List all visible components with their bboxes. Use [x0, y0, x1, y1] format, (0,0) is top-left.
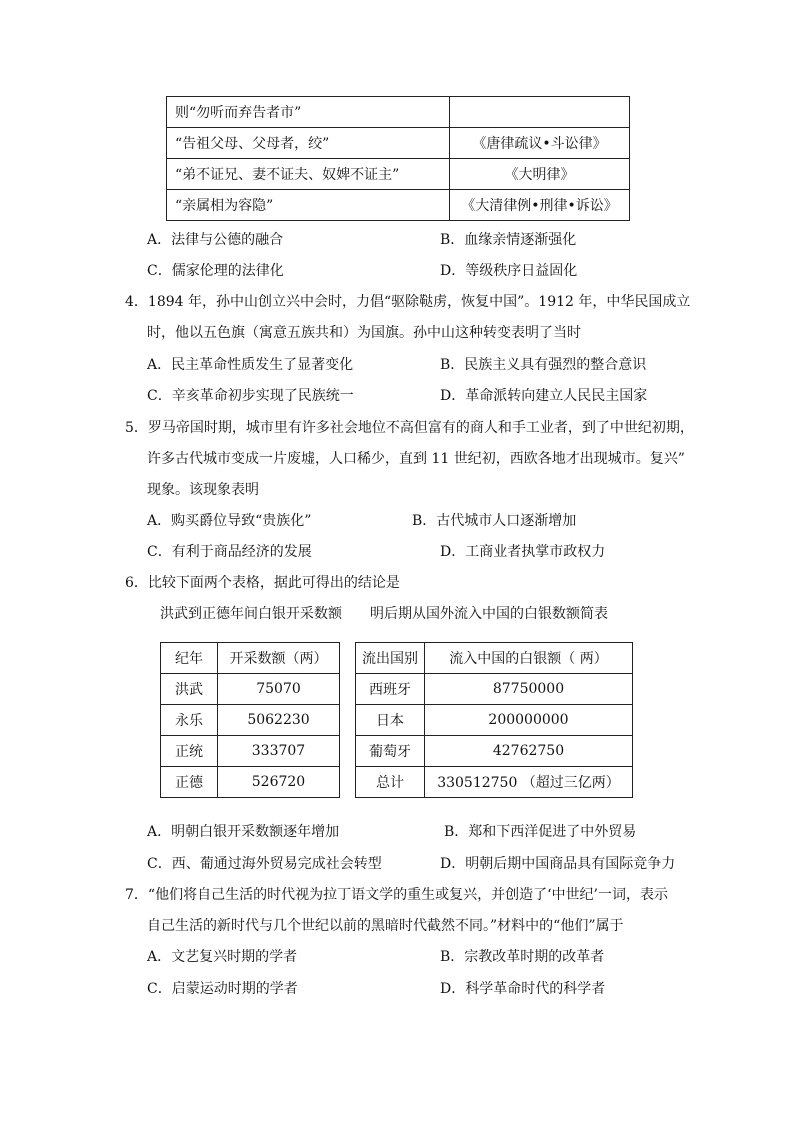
table-cell: 330512750 （超过三亿两） — [425, 767, 633, 798]
table-cell: 333707 — [218, 736, 340, 767]
law-text-cell: “亲属相为容隐” — [167, 190, 450, 221]
law-source-cell: 《大清律例•刑律•诉讼》 — [450, 190, 630, 221]
q4-option-b: B．民族主义具有强烈的整合意识 — [440, 357, 647, 373]
q4-stem-line2: 时，他以五色旗（寓意五族共和）为国旗。孙中山这种转变表明了当时 — [147, 325, 581, 341]
table-row — [356, 736, 633, 767]
table-header-row — [161, 643, 340, 674]
law-source-cell: 《大明律》 — [450, 159, 630, 190]
table-cell: 永乐 — [161, 705, 218, 736]
q5-option-a: A．购买爵位导致“贵族化” — [147, 513, 312, 529]
q5-stem-line2: 许多古代城市变成一片废墟，人口稀少，直到 11 世纪初，西欧各地才出现城市。复兴” — [147, 451, 685, 467]
law-source-cell: 《唐律疏议•斗讼律》 — [450, 128, 630, 159]
table-cell: 洪武 — [161, 674, 218, 705]
column-header: 纪年 — [161, 643, 218, 674]
q3-option-a: A．法律与公德的融合 — [147, 232, 284, 248]
table-cell: 42762750 — [425, 736, 633, 767]
table-row — [356, 705, 633, 736]
table-header-row — [356, 643, 633, 674]
q7-option-c: C．启蒙运动时期的学者 — [147, 981, 298, 997]
table-row — [161, 705, 340, 736]
table-cell: 5062230 — [218, 705, 340, 736]
table-row — [167, 190, 630, 221]
q6-option-b: B．郑和下西洋促进了中外贸易 — [444, 824, 637, 840]
q4-option-d: D．革命派转向建立人民民主国家 — [440, 388, 648, 404]
q3-option-d: D．等级秩序日益固化 — [440, 263, 578, 279]
table-cell: 日本 — [356, 705, 425, 736]
column-header: 流出国别 — [356, 643, 425, 674]
q3-option-c: C．儒家伦理的法律化 — [147, 263, 284, 279]
law-source-cell — [450, 97, 630, 128]
table-row — [167, 97, 630, 128]
q4-option-c: C．辛亥革命初步实现了民族统一 — [147, 388, 354, 404]
law-text-cell: “弟不证兄、妻不证夫、奴婢不证主” — [167, 159, 450, 190]
table-cell: 200000000 — [425, 705, 633, 736]
q7-option-b: B．宗教改革时期的改革者 — [440, 949, 605, 965]
q6-caption-right: 明后期从国外流入中国的白银数额简表 — [370, 606, 608, 622]
q3-option-b: B．血缘亲情逐渐强化 — [440, 232, 577, 248]
table-row — [161, 767, 340, 798]
law-text-cell: 则“勿听而弃告者市” — [167, 97, 450, 128]
q5-option-b: B．古代城市人口逐渐增加 — [412, 513, 577, 529]
table-row — [161, 674, 340, 705]
q5-option-d: D．工商业者执掌市政权力 — [440, 544, 606, 560]
table-row — [161, 736, 340, 767]
q6-option-a: A．明朝白银开采数额逐年增加 — [147, 824, 340, 840]
q6-caption-left: 洪武到正德年间白银开采数额 — [160, 606, 342, 622]
q7-option-d: D．科学革命时代的科学者 — [440, 981, 606, 997]
table-cell: 正统 — [161, 736, 218, 767]
table-cell: 75070 — [218, 674, 340, 705]
q6-option-d: D．明朝后期中国商品具有国际竞争力 — [440, 856, 676, 872]
table-cell: 西班牙 — [356, 674, 425, 705]
table-cell: 87750000 — [425, 674, 633, 705]
table-cell: 526720 — [218, 767, 340, 798]
table-row — [167, 159, 630, 190]
q7-stem-line1: 7．“他们将自己生活的时代视为拉丁语文学的重生或复兴，并创造了‘中世纪’一词，表示 — [125, 887, 668, 903]
law-text-cell: “告祖父母、父母者，绞” — [167, 128, 450, 159]
table-row — [167, 128, 630, 159]
law-table — [166, 96, 630, 221]
q7-stem-line2: 自己生活的新时代与几个世纪以前的黑暗时代截然不同。”材料中的“他们”属于 — [147, 918, 624, 934]
q5-option-c: C．有利于商品经济的发展 — [147, 544, 312, 560]
table-cell: 正德 — [161, 767, 218, 798]
table-row — [356, 674, 633, 705]
table-cell: 总计 — [356, 767, 425, 798]
column-header: 开采数额（两） — [218, 643, 340, 674]
table-row — [356, 767, 633, 798]
q5-stem-line3: 现象。该现象表明 — [147, 482, 259, 498]
q6-stem: 6．比较下面两个表格，据此可得出的结论是 — [125, 575, 400, 591]
column-header: 流入中国的白银额（ 两） — [425, 643, 633, 674]
silver-inflow-table — [355, 642, 633, 798]
table-cell: 葡萄牙 — [356, 736, 425, 767]
q7-option-a: A．文艺复兴时期的学者 — [147, 949, 298, 965]
silver-mining-table — [160, 642, 340, 798]
q4-option-a: A．民主革命性质发生了显著变化 — [147, 357, 354, 373]
q4-stem-line1: 4．1894 年，孙中山创立兴中会时，力倡“驱除鞑虏，恢复中国”。1912 年，中华民国成立 — [125, 294, 691, 310]
q5-stem-line1: 5．罗马帝国时期，城市里有许多社会地位不高但富有的商人和手工业者，到了中世纪初期， — [125, 420, 694, 436]
q6-option-c: C．西、葡通过海外贸易完成社会转型 — [147, 856, 382, 872]
